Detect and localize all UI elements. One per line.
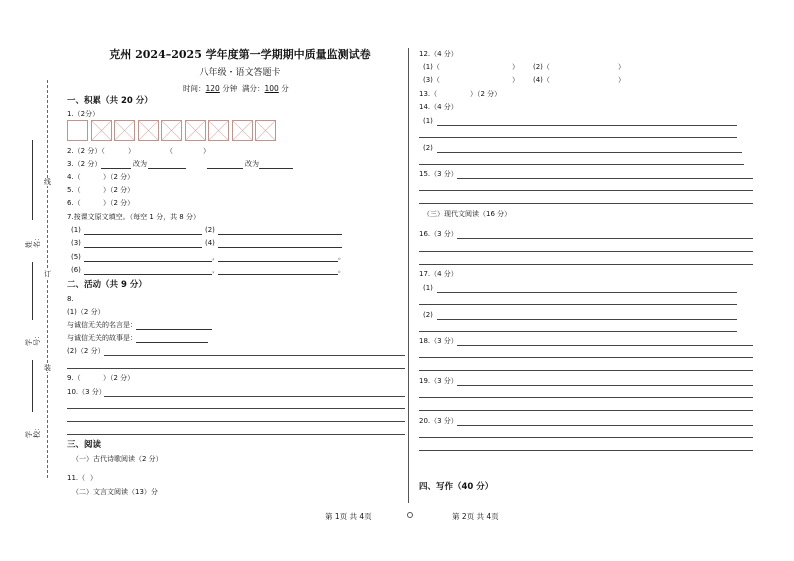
q14-2-line-1[interactable] bbox=[437, 152, 742, 153]
q10-answer-line-3[interactable] bbox=[67, 421, 405, 422]
score-value: 100 bbox=[264, 84, 279, 93]
school-label: 学校： bbox=[25, 424, 41, 438]
exam-meta bbox=[183, 84, 289, 93]
q8-quote-label: 与诚信无关的名言是： bbox=[67, 321, 137, 329]
q3-answer-2b[interactable] bbox=[259, 168, 293, 169]
q2-paren-close-1: ） bbox=[128, 147, 135, 155]
grid-cell[interactable] bbox=[208, 120, 229, 141]
q7-period-5: 。 bbox=[338, 253, 345, 261]
q3-change-2: 改为 bbox=[245, 160, 259, 168]
q7-blank-1[interactable] bbox=[84, 234, 202, 235]
grid-cell[interactable] bbox=[161, 120, 182, 141]
student-id-field[interactable] bbox=[25, 262, 41, 350]
q18-line-3[interactable] bbox=[419, 370, 753, 371]
section-1-title: 一、积累（共 20 分） bbox=[67, 96, 153, 106]
q12-4-close: ） bbox=[618, 76, 625, 84]
q5-label: 5.（ bbox=[67, 186, 81, 194]
q12-label: 12.（4 分） bbox=[419, 50, 458, 58]
q7-item-1: (1) bbox=[71, 226, 81, 234]
q14-1-line-2[interactable] bbox=[419, 137, 737, 138]
q7-blank-6b[interactable] bbox=[218, 274, 338, 275]
name-field[interactable] bbox=[25, 140, 41, 250]
q8-quote-answer[interactable] bbox=[136, 329, 212, 330]
center-divider bbox=[408, 48, 409, 503]
q8-label: 8. bbox=[67, 295, 74, 303]
q5-score: ）（2 分） bbox=[103, 186, 135, 194]
q12-1: (1)（ bbox=[423, 63, 440, 71]
section-3-title: 三、阅读 bbox=[67, 440, 102, 450]
q12-3: (3)（ bbox=[423, 76, 440, 84]
score-unit: 分 bbox=[281, 84, 289, 93]
q7-blank-6[interactable] bbox=[84, 274, 212, 275]
grid-cell[interactable] bbox=[91, 120, 112, 141]
q20-label: 20.（3 分） bbox=[419, 417, 458, 425]
q20-line-1[interactable] bbox=[457, 425, 753, 426]
q14-2-line-2[interactable] bbox=[419, 164, 744, 165]
q17-1-line-2[interactable] bbox=[419, 304, 737, 305]
q13-score: ）（2 分） bbox=[470, 90, 502, 98]
q4-label: 4.（ bbox=[67, 173, 81, 181]
q15-line-3[interactable] bbox=[419, 203, 753, 204]
q7-blank-5b[interactable] bbox=[218, 261, 338, 262]
page-number-right: 第 2页 共 4页 bbox=[452, 512, 499, 521]
q4-score: ）（2 分） bbox=[103, 173, 135, 181]
q16-label: 16.（3 分） bbox=[419, 230, 458, 238]
q9-label: 9.（ bbox=[67, 374, 81, 382]
q10-answer-line-4[interactable] bbox=[67, 434, 405, 435]
q17-1: (1) bbox=[423, 284, 433, 292]
q7-comma-6: ， bbox=[212, 266, 219, 274]
q15-line-1[interactable] bbox=[457, 178, 753, 179]
exam-subtitle: 八年级・语文答题卡 bbox=[199, 68, 281, 78]
q7-period-6: 。 bbox=[338, 266, 345, 274]
q1-writing-grid[interactable] bbox=[67, 120, 277, 141]
q7-label: 7.按课文原文填空。（每空 1 分，共 8 分） bbox=[67, 213, 200, 221]
binding-dashed-line bbox=[47, 80, 48, 478]
q14-2: (2) bbox=[423, 144, 433, 152]
q17-1-line-1[interactable] bbox=[437, 292, 737, 293]
sub-modern-reading: （三）现代文阅读（16 分） bbox=[423, 210, 512, 218]
q16-line-3[interactable] bbox=[419, 264, 753, 265]
q7-item-5: (5) bbox=[71, 253, 81, 261]
school-field[interactable] bbox=[25, 360, 41, 442]
q7-item-6: (6) bbox=[71, 266, 81, 274]
q8-2-answer-line-1[interactable] bbox=[104, 355, 405, 356]
q18-line-1[interactable] bbox=[457, 345, 753, 346]
q16-line-2[interactable] bbox=[419, 251, 753, 252]
q6-score: ）（2 分） bbox=[103, 199, 135, 207]
sub-classical-chinese: （二）文言文阅读（13）分 bbox=[72, 488, 158, 496]
time-unit: 分钟 bbox=[222, 84, 238, 93]
q17-2: (2) bbox=[423, 311, 433, 319]
q7-blank-5[interactable] bbox=[84, 261, 212, 262]
q8-1-label: (1)（2 分） bbox=[67, 308, 105, 316]
q2-label: 2.（2 分）（ bbox=[67, 147, 105, 155]
grid-cell[interactable] bbox=[185, 120, 206, 141]
q7-item-3: (3) bbox=[71, 239, 81, 247]
q7-blank-2[interactable] bbox=[218, 234, 342, 235]
q20-line-3[interactable] bbox=[419, 450, 753, 451]
q17-label: 17.（4 分） bbox=[419, 270, 458, 278]
q7-item-2: (2) bbox=[205, 226, 215, 234]
q14-label: 14.（4 分） bbox=[419, 103, 458, 111]
q1-label: 1.（2分） bbox=[67, 110, 100, 118]
q12-1-close: ） bbox=[512, 63, 519, 71]
binding-mark-zhuang: 装 bbox=[44, 364, 51, 372]
q10-answer-line-2[interactable] bbox=[67, 408, 405, 409]
q8-2-label: (2)（2 分） bbox=[67, 347, 105, 355]
q19-line-1[interactable] bbox=[457, 385, 753, 386]
q7-comma-5: ， bbox=[212, 253, 219, 261]
q7-item-4: (4) bbox=[205, 239, 215, 247]
q17-2-line-1[interactable] bbox=[437, 319, 737, 320]
q12-2-close: ） bbox=[618, 63, 625, 71]
section-4-title: 四、写作（40 分） bbox=[419, 482, 494, 492]
q19-label: 19.（3 分） bbox=[419, 377, 458, 385]
q3-label: 3.（2 分） bbox=[67, 160, 102, 168]
q15-label: 15.（3 分） bbox=[419, 170, 458, 178]
q9-score: ）（2 分） bbox=[103, 374, 135, 382]
time-value: 120 bbox=[205, 84, 220, 93]
q7-blank-3[interactable] bbox=[84, 247, 202, 248]
q12-4: (4)（ bbox=[533, 76, 550, 84]
q7-blank-4[interactable] bbox=[218, 247, 342, 248]
q16-line-1[interactable] bbox=[457, 238, 753, 239]
q3-answer-2a[interactable] bbox=[207, 168, 243, 169]
q6-label: 6.（ bbox=[67, 199, 81, 207]
q14-1-line-1[interactable] bbox=[437, 125, 737, 126]
q2-paren-open-2: （ bbox=[166, 147, 173, 155]
q3-change-1: 改为 bbox=[133, 160, 147, 168]
time-label: 时间： bbox=[183, 84, 206, 93]
grid-cell[interactable] bbox=[232, 120, 253, 141]
q18-label: 18.（3 分） bbox=[419, 337, 458, 345]
q12-2: (2)（ bbox=[533, 63, 550, 71]
q19-line-2[interactable] bbox=[419, 397, 753, 398]
name-label: 姓名： bbox=[25, 234, 41, 248]
q14-1: (1) bbox=[423, 117, 433, 125]
grid-cell[interactable] bbox=[114, 120, 135, 141]
q10-label: 10.（3 分） bbox=[67, 388, 106, 396]
page-number-left: 第 1页 共 4页 bbox=[325, 512, 372, 521]
q15-line-2[interactable] bbox=[419, 190, 753, 191]
q11-paren-close: ） bbox=[90, 474, 97, 482]
q18-line-2[interactable] bbox=[419, 357, 753, 358]
q13-label: 13.（ bbox=[419, 90, 438, 98]
q10-answer-line-1[interactable] bbox=[104, 396, 405, 397]
score-label: 满分： bbox=[242, 84, 265, 93]
q8-2-answer-line-2[interactable] bbox=[67, 368, 405, 369]
binding-mark-ding: 订 bbox=[44, 270, 51, 278]
q8-story-label: 与诚信无关的故事是： bbox=[67, 334, 137, 342]
q17-2-line-2[interactable] bbox=[419, 331, 737, 332]
sub-ancient-poetry: （一）古代诗歌阅读（2 分） bbox=[72, 455, 163, 463]
q3-answer-1a[interactable] bbox=[101, 168, 131, 169]
student-id-label: 学号： bbox=[25, 332, 41, 346]
q8-story-answer[interactable] bbox=[136, 342, 208, 343]
q12-3-close: ） bbox=[512, 76, 519, 84]
grid-cell[interactable] bbox=[255, 120, 276, 141]
exam-title: 克州 2024–2025 学年度第一学期期中质量监测试卷 bbox=[109, 48, 371, 61]
q19-line-3[interactable] bbox=[419, 410, 753, 411]
q20-line-2[interactable] bbox=[419, 437, 753, 438]
q2-paren-close-2: ） bbox=[203, 147, 210, 155]
binding-mark-xian: 线 bbox=[44, 178, 51, 186]
q11-label: 11.（ bbox=[67, 474, 86, 482]
q3-answer-1b[interactable] bbox=[148, 168, 186, 169]
section-2-title: 二、活动（共 9 分） bbox=[67, 280, 147, 290]
grid-cell[interactable] bbox=[138, 120, 159, 141]
center-circle-icon bbox=[407, 512, 413, 518]
